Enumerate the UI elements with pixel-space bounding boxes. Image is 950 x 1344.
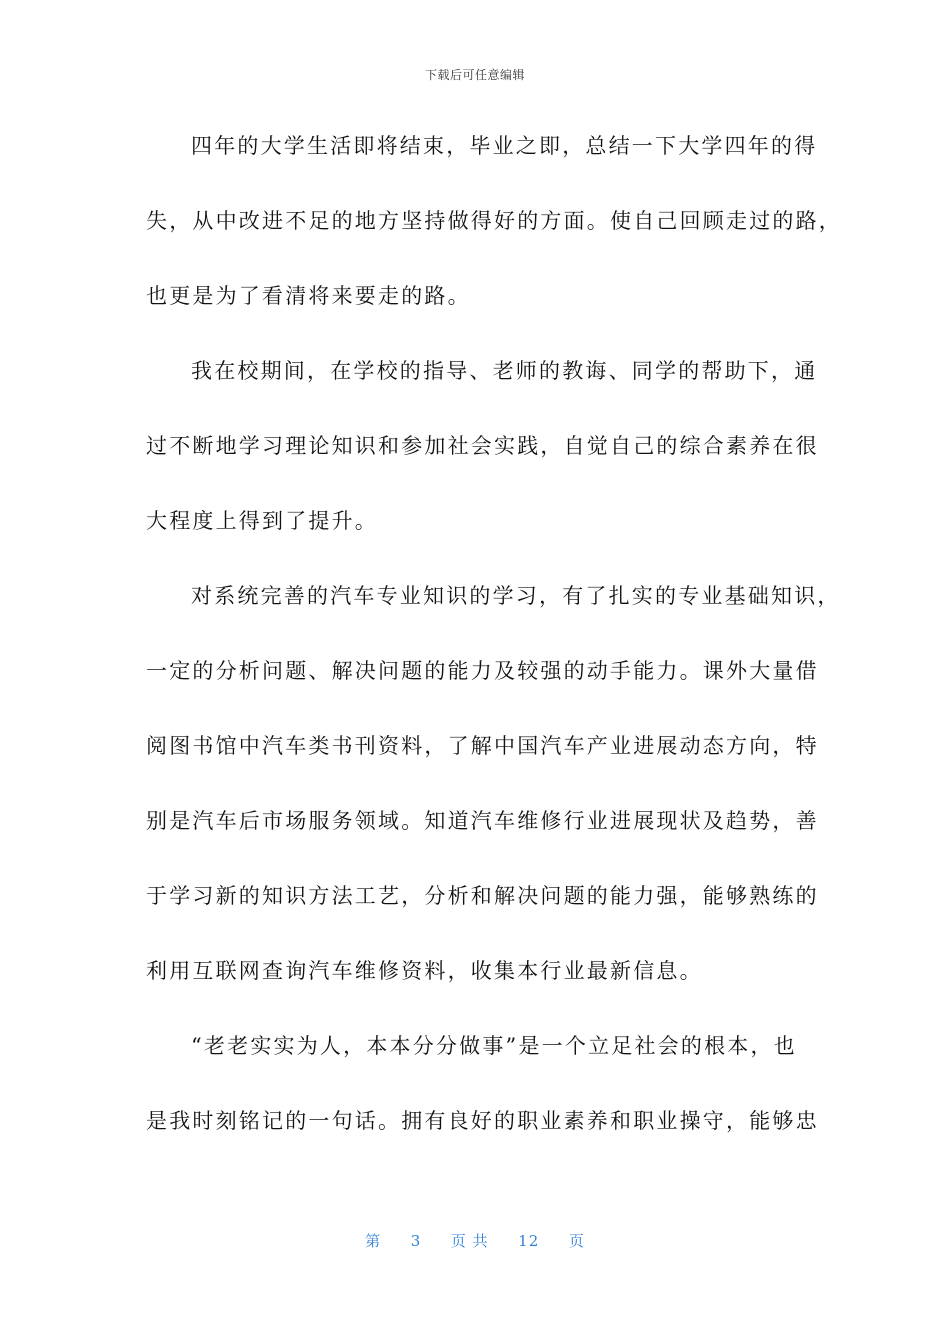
text-line: 一定的分析问题、解决问题的能力及较强的动手能力。课外大量借 (146, 659, 819, 683)
text-line: 利用互联网查询汽车维修资料，收集本行业最新信息。 (146, 959, 703, 983)
text-line: 别是汽车后市场服务领域。知道汽车维修行业进展现状及趋势，善 (146, 809, 819, 833)
text-line: 也更是为了看清将来要走的路。 (146, 284, 471, 308)
paragraph (146, 349, 819, 574)
paragraph (146, 124, 842, 349)
footer-middle: 页 共 (450, 1232, 489, 1250)
paragraph (146, 574, 841, 1024)
text-line: 对系统完善的汽车专业知识的学习，有了扎实的专业基础知识， (191, 584, 841, 608)
text-line: 四年的大学生活即将结束，毕业之即，总结一下大学四年的得 (191, 134, 818, 158)
text-line: 过不断地学习理论知识和参加社会实践，自觉自己的综合素养在很 (146, 434, 819, 458)
text-line: 于学习新的知识方法工艺，分析和解决问题的能力强，能够熟练的 (146, 884, 819, 908)
page-footer (0, 1230, 950, 1251)
current-page-number: 3 (410, 1232, 422, 1250)
text-line: 大程度上得到了提升。 (146, 509, 378, 533)
text-line: “老老实实为人，本本分分做事”是一个立足社会的根本，也 (191, 1034, 797, 1058)
text-line: 失，从中改进不足的地方坚持做得好的方面。使自己回顾走过的路， (146, 209, 842, 233)
footer-suffix: 页 (568, 1232, 585, 1250)
footer-prefix: 第 (365, 1232, 382, 1250)
total-pages-number: 12 (518, 1232, 540, 1250)
document-body (146, 124, 842, 1174)
text-line: 是我时刻铭记的一句话。拥有良好的职业素养和职业操守，能够忠 (146, 1109, 819, 1133)
page-header: 下载后可任意编辑 (424, 68, 525, 82)
paragraph (146, 1024, 819, 1174)
text-line: 阅图书馆中汽车类书刊资料，了解中国汽车产业进展动态方向，特 (146, 734, 819, 758)
text-line: 我在校期间，在学校的指导、老师的教诲、同学的帮助下，通 (191, 359, 818, 383)
